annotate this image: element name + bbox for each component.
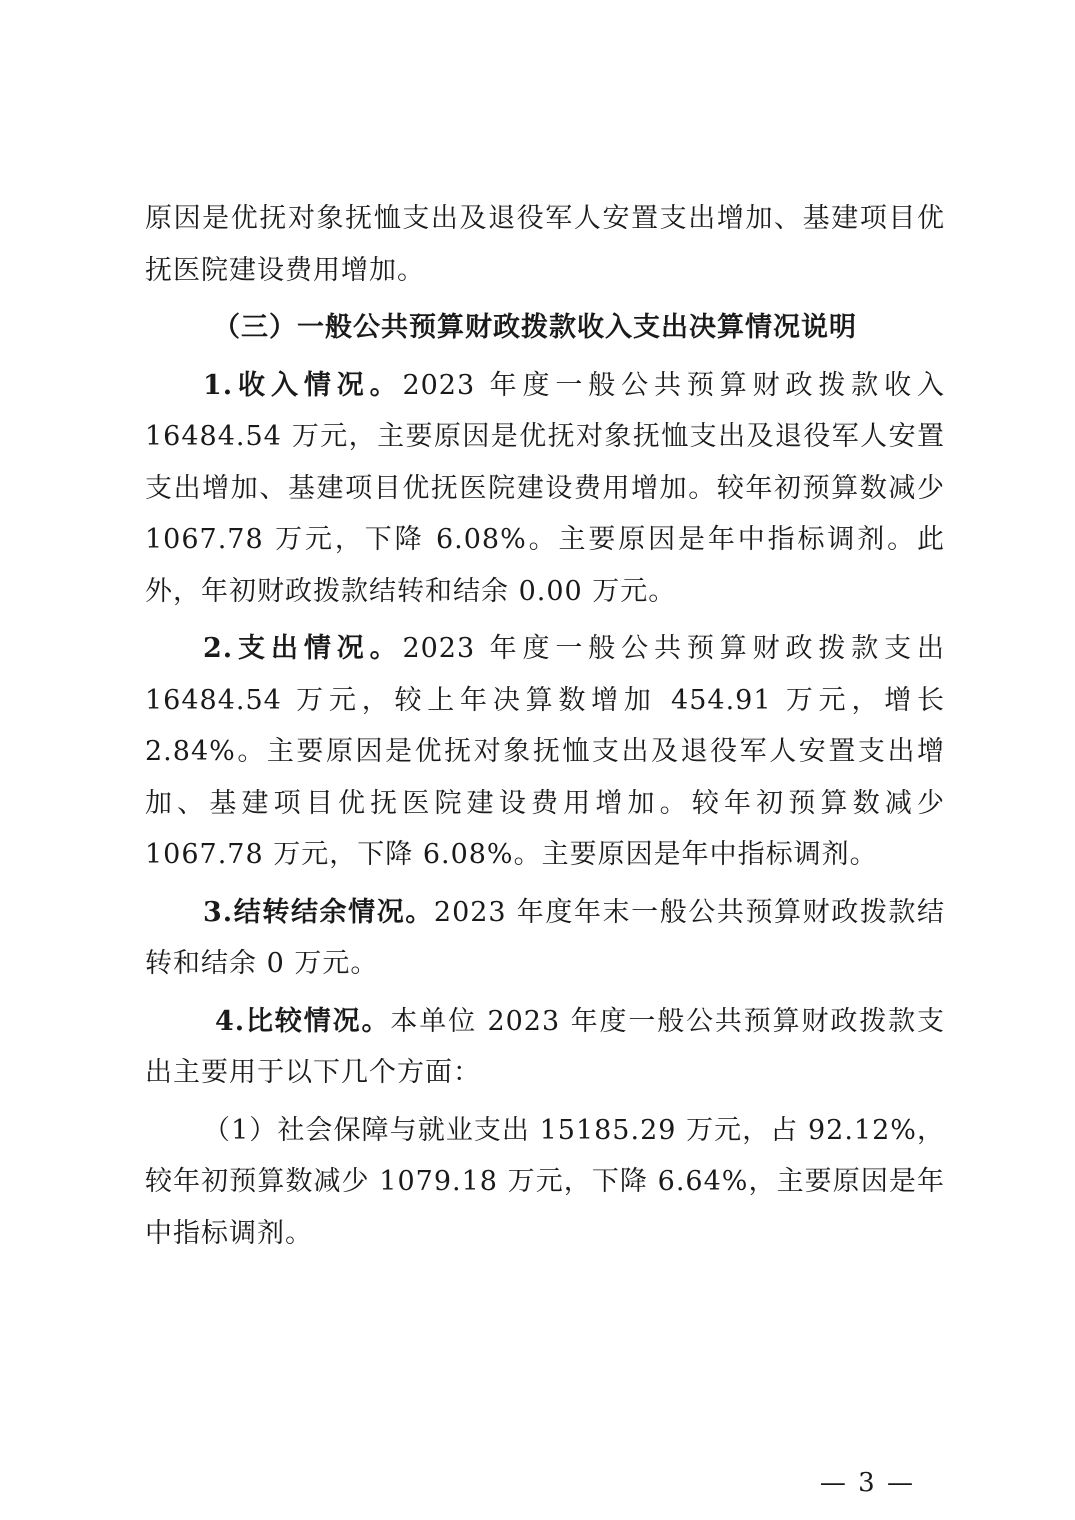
sub-item-social-security: （1）社会保障与就业支出 15185.29 万元，占 92.12%，较年初预算数减少 1079.18 万元，下降 6.64%，主要原因是年中指标调剂。	[145, 1114, 945, 1249]
paragraph-expenditure	[145, 623, 945, 881]
paragraph-text: 2023 年度一般公共预算财政拨款支出 16484.54 万元，较上年决算数增加 454.91 万元，增长 2.84%。主要原因是优抚对象抚恤支出及退役军人安置支出增加、基建项目优抚医院建设费用增加。较年初预算数减少 1067.78 万元，下降 6.08%。主要原因是年中指标调剂。	[145, 633, 946, 870]
section-heading: （三）一般公共预算财政拨款收入支出决算情况说明	[213, 312, 857, 343]
paragraph-income	[145, 360, 945, 618]
paragraph-lead: 1.收入情况。	[203, 369, 403, 401]
paragraph-text: 2023 年度一般公共预算财政拨款收入 16484.54 万元，主要原因是优抚对象抚恤支出及退役军人安置支出增加、基建项目优抚医院建设费用增加。较年初预算数减少 1067.78 万元，下降 6.08%。主要原因是年中指标调剂。此外，年初财政拨款结转和结余 0.00 万元。	[145, 369, 946, 607]
paragraph-text: 2023 年度年末一般公共预算财政拨款结转和结余 0 万元。	[145, 896, 945, 979]
paragraph-comparison	[145, 996, 945, 1099]
paragraph-carryover	[145, 887, 945, 990]
continuation-paragraph: 原因是优抚对象抚恤支出及退役军人安置支出增加、基建项目优抚医院建设费用增加。	[145, 203, 945, 286]
paragraph-lead: 2.支出情况。	[203, 633, 403, 664]
document-body	[145, 193, 945, 1265]
paragraph-lead: 4.比较情况。	[215, 1005, 391, 1037]
page-number: — 3 —	[819, 1468, 915, 1498]
paragraph-lead: 3.结转结余情况。	[203, 896, 434, 928]
paragraph-text: 本单位 2023 年度一般公共预算财政拨款支出主要用于以下几个方面：	[145, 1005, 945, 1088]
